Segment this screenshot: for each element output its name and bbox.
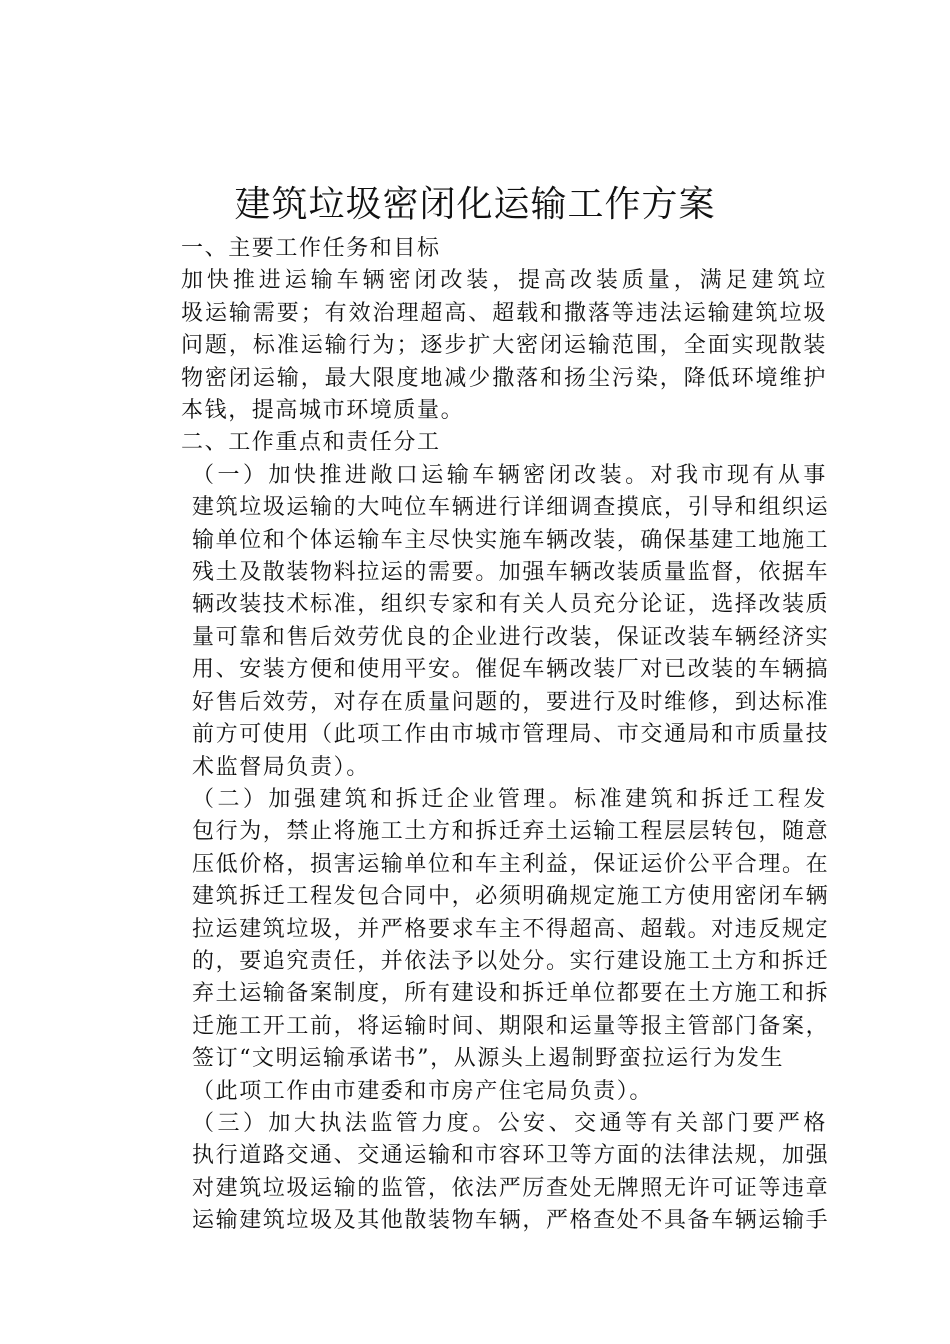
text-line: 对建筑垃圾运输的监管，依法严厉查处无牌照无许可证等违章 (192, 1175, 830, 1201)
text-line: 残土及散装物料拉运的需要。加强车辆改装质量监督，依据车 (192, 560, 830, 586)
text-line: 本钱，提高城市环境质量。 (181, 398, 465, 424)
text-line: 量可靠和售后效劳优良的企业进行改装，保证改装车辆经济实 (192, 624, 830, 650)
text-line: 的，要追究责任，并依法予以处分。实行建设施工土方和拆迁 (192, 948, 830, 974)
text-line: （三）加大执法监管力度。公安、交通等有关部门要严格 (192, 1110, 827, 1136)
text-line: （此项工作由市建委和市房产住宅局负责）。 (192, 1078, 654, 1104)
text-line: 建筑垃圾运输的大吨位车辆进行详细调查摸底，引导和组织运 (192, 495, 830, 521)
text-line: 迁施工开工前，将运输时间、期限和运量等报主管部门备案， (192, 1013, 830, 1039)
text-line: 压低价格，损害运输单位和车主利益，保证运价公平合理。在 (192, 851, 830, 877)
document-body (137, 233, 830, 1238)
text-line: 弃土运输备案制度，所有建设和拆迁单位都要在土方施工和拆 (192, 981, 830, 1007)
text-line: 好售后效劳，对存在质量问题的，要进行及时维修，到达标准 (192, 689, 830, 715)
text-line: 包行为，禁止将施工土方和拆迁弃土运输工程层层转包，随意 (192, 819, 830, 845)
text-line: 物密闭运输，最大限度地减少撒落和扬尘污染，降低环境维护 (181, 365, 827, 391)
section-heading: 二、工作重点和责任分工 (181, 430, 441, 456)
text-line: 签订“文明运输承诺书”，从源头上遏制野蛮拉运行为发生 (192, 1046, 785, 1072)
text-line: 执行道路交通、交通运输和市容环卫等方面的法律法规，加强 (192, 1143, 830, 1169)
text-line: 加快推进运输车辆密闭改装，提高改装质量，满足建筑垃 (181, 268, 827, 294)
text-line: （一）加快推进敞口运输车辆密闭改装。对我市现有从事 (192, 462, 827, 488)
text-line: 输单位和个体运输车主尽快实施车辆改装，确保基建工地施工 (192, 527, 830, 553)
text-line: 辆改装技术标准，组织专家和有关人员充分论证，选择改装质 (192, 592, 830, 618)
text-line: 运输建筑垃圾及其他散装物车辆，严格查处不具备车辆运输手 (192, 1208, 830, 1234)
paragraph (137, 784, 830, 1108)
text-line: 用、安装方便和使用平安。催促车辆改装厂对已改装的车辆搞 (192, 657, 830, 683)
text-line: （二）加强建筑和拆迁企业管理。标准建筑和拆迁工程发 (192, 786, 827, 812)
document-title: 建筑垃圾密闭化运输工作方案 (234, 184, 716, 225)
text-line: 问题，标准运输行为；逐步扩大密闭运输范围，全面实现散装 (181, 333, 827, 359)
section-heading: 一、主要工作任务和目标 (181, 236, 441, 261)
paragraph (137, 265, 827, 427)
text-line: 术监督局负责）。 (192, 754, 370, 780)
text-line: 圾运输需要；有效治理超高、超载和撒落等违法运输建筑垃圾 (181, 300, 827, 326)
text-line: 拉运建筑垃圾，并严格要求车主不得超高、超载。对违反规定 (192, 916, 830, 942)
paragraph (137, 1108, 830, 1238)
paragraph (137, 460, 830, 784)
text-line: 建筑拆迁工程发包合同中，必须明确规定施工方使用密闭车辆 (192, 884, 830, 910)
text-line: 前方可使用（此项工作由市城市管理局、市交通局和市质量技 (192, 722, 830, 748)
